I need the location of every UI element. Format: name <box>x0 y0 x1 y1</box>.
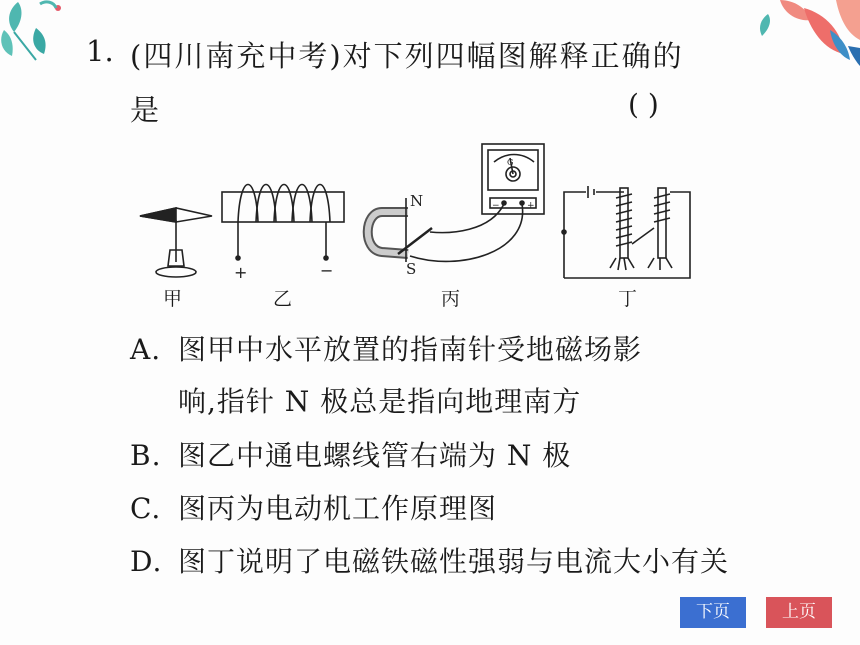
solenoid-plus-sign: + <box>234 263 248 282</box>
electromagnet-diagram <box>562 186 690 278</box>
figure-label-ding: 丁 <box>618 288 638 310</box>
figure-label-bing: 丙 <box>441 288 461 310</box>
solenoid-diagram <box>222 185 344 261</box>
compass-diagram <box>140 208 212 277</box>
option-b-label: B. <box>130 439 162 472</box>
option-d <box>130 540 729 580</box>
answer-blank: ( ) <box>628 88 659 121</box>
option-b <box>130 434 571 474</box>
figure-label-jia: 甲 <box>163 288 183 310</box>
leaf-decoration-left <box>0 0 80 80</box>
south-pole-label: S <box>406 260 417 278</box>
question-stem-line1: (四川南充中考)对下列四幅图解释正确的 <box>130 39 684 73</box>
leaf-decoration-right <box>740 0 860 85</box>
solenoid-minus-sign: − <box>320 261 334 280</box>
galvanometer-diagram <box>368 144 544 262</box>
galvanometer-minus: − <box>492 201 500 211</box>
question-number: 1. <box>86 34 114 68</box>
physics-figures <box>130 132 700 312</box>
question-stem-line2: 是 <box>130 93 162 127</box>
galvanometer-label: G <box>507 158 514 167</box>
next-page-button[interactable]: 下页 <box>680 597 746 628</box>
option-a-text: 图甲中水平放置的指南针受地磁场影 <box>178 333 643 366</box>
option-d-text: 图丁说明了电磁铁磁性强弱与电流大小有关 <box>178 545 730 578</box>
galvanometer-plus: + <box>527 201 535 211</box>
option-a-label: A. <box>130 333 162 366</box>
figure-label-yi: 乙 <box>273 288 293 310</box>
north-pole-label: N <box>410 192 424 210</box>
option-c-text: 图丙为电动机工作原理图 <box>178 492 498 525</box>
option-c <box>130 487 497 527</box>
option-b-text: 图乙中通电螺线管右端为 N 极 <box>178 439 572 472</box>
prev-page-button[interactable]: 上页 <box>766 597 832 628</box>
option-a <box>130 328 642 368</box>
option-d-label: D. <box>130 545 163 578</box>
option-c-label: C. <box>130 492 162 525</box>
option-a-continuation: 响,指针 N 极总是指向地理南方 <box>178 385 582 418</box>
